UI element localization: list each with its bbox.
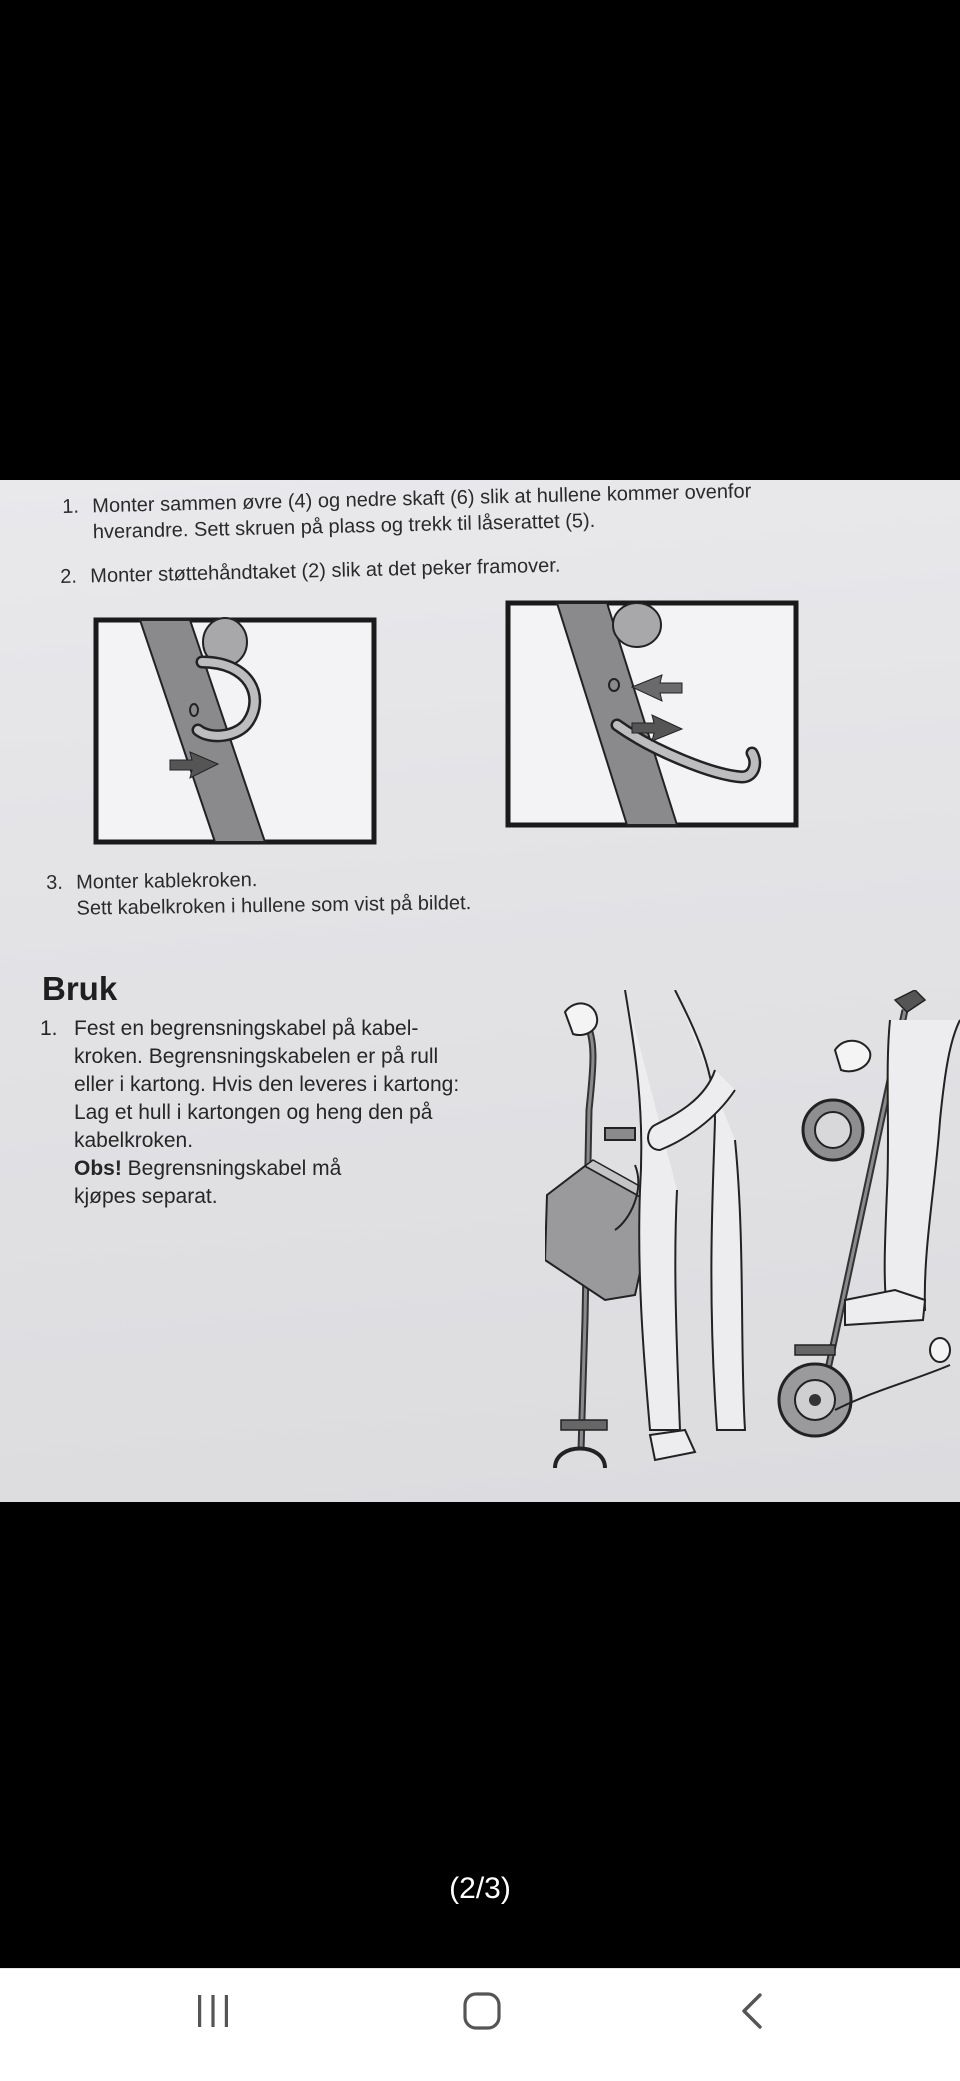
step-number: 1. [62,495,80,518]
use-step-line: Lag et hull i kartongen og heng den på [74,1101,433,1124]
step-number: 1. [40,1017,58,1040]
note-label: Obs! [74,1157,122,1180]
step-number: 2. [60,565,78,588]
use-step-line: eller i kartong. Hvis den leveres i kartong: [74,1073,460,1096]
step-number: 3. [46,871,64,894]
section-heading: Bruk [42,970,118,1007]
recent-apps-icon [193,1991,233,2031]
step-text: Monter støttehåndtaket (2) slik at det peker framover. [90,554,561,588]
note-text: Begrensningskabel må [121,1157,342,1180]
back-icon [732,1991,772,2031]
person-with-cable-illustration [545,990,755,1470]
person-with-reel-illustration [775,990,960,1450]
back-button[interactable] [702,1991,802,2059]
step-2 [60,553,561,590]
step-text: hverandre. Sett skruen på plass og trekk til låserattet (5). [92,509,596,544]
use-step-line: Fest en begrensningskabel på kabel- [74,1017,419,1040]
step-text: Monter sammen øvre (4) og nedre skaft (6) slik at hullene kommer ovenfor [92,480,752,518]
hook-illustration-left [90,612,380,862]
hook-illustration-right [502,595,802,840]
step-text: Monter kablekroken. [76,869,258,894]
home-button[interactable] [432,1991,532,2059]
use-step-line: kroken. Begrensningskabelen er på rull [74,1045,439,1068]
use-step-line: kjøpes separat. [74,1185,218,1208]
home-icon [462,1991,502,2031]
step-text: Sett kabelkroken i hullene som vist på bildet. [76,892,472,920]
step-1 [62,480,752,546]
use-step-note [74,1155,480,1183]
document-photo [0,480,960,1502]
navigation-bar [0,1968,960,2081]
use-step-1 [40,1015,480,1211]
use-step-line: kabelkroken. [74,1129,194,1152]
page-counter: (2/3) [449,1872,511,1905]
step-3 [46,864,471,922]
recent-apps-button[interactable] [163,1991,263,2059]
